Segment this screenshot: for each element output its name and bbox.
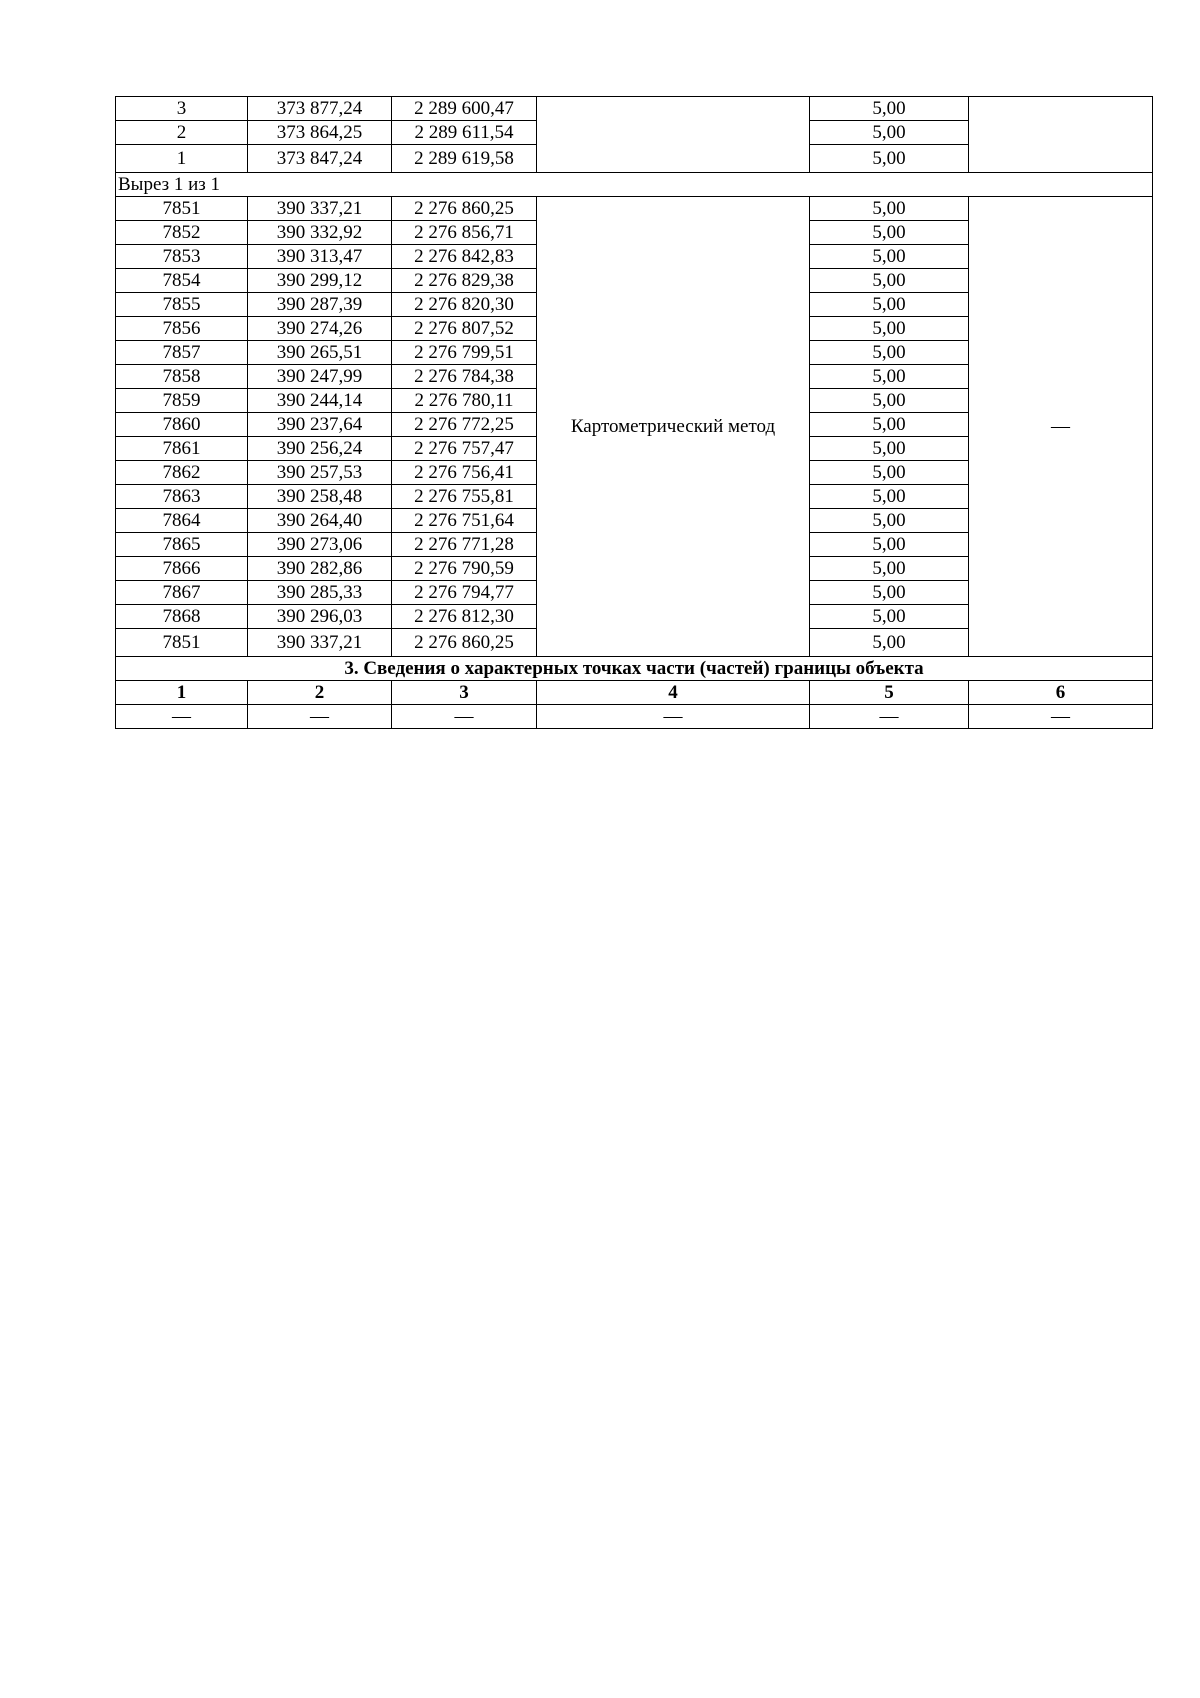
coord-x-cell: 390 244,14 [248,389,392,413]
description-cell-empty [969,97,1153,173]
accuracy-cell: 5,00 [810,413,969,437]
accuracy-cell: 5,00 [810,341,969,365]
coord-y-cell: 2 276 807,52 [392,317,537,341]
coord-y-cell: 2 289 611,54 [392,121,537,145]
coord-y-cell: 2 276 790,59 [392,557,537,581]
dash-cell: — [969,705,1153,729]
point-number-cell: 2 [116,121,248,145]
point-number-cell: 7854 [116,269,248,293]
point-number-cell: 1 [116,145,248,173]
section-title-row [116,657,1153,681]
point-number-cell: 7855 [116,293,248,317]
coord-y-cell: 2 276 856,71 [392,221,537,245]
column-number-cell: 6 [969,681,1153,705]
accuracy-cell: 5,00 [810,389,969,413]
dash-cell: — [116,705,248,729]
coord-x-cell: 390 264,40 [248,509,392,533]
section-title: 3. Сведения о характерных точках части (частей) границы объекта [116,657,1153,681]
method-cell-empty [537,97,810,173]
coord-x-cell: 373 847,24 [248,145,392,173]
coord-x-cell: 390 332,92 [248,221,392,245]
coord-y-cell: 2 276 812,30 [392,605,537,629]
coord-x-cell: 390 274,26 [248,317,392,341]
coord-y-cell: 2 276 784,38 [392,365,537,389]
coord-y-cell: 2 276 755,81 [392,485,537,509]
accuracy-cell: 5,00 [810,221,969,245]
coord-y-cell: 2 276 780,11 [392,389,537,413]
point-number-cell: 7851 [116,197,248,221]
accuracy-cell: 5,00 [810,485,969,509]
accuracy-cell: 5,00 [810,269,969,293]
coord-x-cell: 390 337,21 [248,197,392,221]
coord-y-cell: 2 289 600,47 [392,97,537,121]
empty-data-row [116,705,1153,729]
accuracy-cell: 5,00 [810,245,969,269]
coord-y-cell: 2 276 860,25 [392,197,537,221]
coord-x-cell: 373 864,25 [248,121,392,145]
coord-x-cell: 390 273,06 [248,533,392,557]
coord-x-cell: 390 296,03 [248,605,392,629]
coord-y-cell: 2 276 756,41 [392,461,537,485]
accuracy-cell: 5,00 [810,509,969,533]
coord-y-cell: 2 276 842,83 [392,245,537,269]
column-number-cell: 4 [537,681,810,705]
coord-y-cell: 2 276 860,25 [392,629,537,657]
coord-x-cell: 390 256,24 [248,437,392,461]
point-number-cell: 7853 [116,245,248,269]
coord-y-cell: 2 276 829,38 [392,269,537,293]
dash-cell: — [392,705,537,729]
point-number-cell: 7856 [116,317,248,341]
coord-x-cell: 390 287,39 [248,293,392,317]
dash-cell: — [810,705,969,729]
point-number-cell: 7868 [116,605,248,629]
point-number-cell: 7863 [116,485,248,509]
column-number-cell: 3 [392,681,537,705]
accuracy-cell: 5,00 [810,365,969,389]
table-row [116,197,1153,221]
coord-x-cell: 390 282,86 [248,557,392,581]
coord-x-cell: 390 265,51 [248,341,392,365]
coord-x-cell: 390 313,47 [248,245,392,269]
point-number-cell: 7865 [116,533,248,557]
accuracy-cell: 5,00 [810,121,969,145]
coord-y-cell: 2 276 820,30 [392,293,537,317]
accuracy-cell: 5,00 [810,145,969,173]
accuracy-cell: 5,00 [810,437,969,461]
cutout-label-row [116,173,1153,197]
column-number-cell: 2 [248,681,392,705]
accuracy-cell: 5,00 [810,293,969,317]
coord-x-cell: 390 285,33 [248,581,392,605]
point-number-cell: 7864 [116,509,248,533]
coord-y-cell: 2 276 751,64 [392,509,537,533]
point-number-cell: 7862 [116,461,248,485]
point-number-cell: 7859 [116,389,248,413]
table-body [116,97,1153,729]
point-number-cell: 7867 [116,581,248,605]
accuracy-cell: 5,00 [810,557,969,581]
accuracy-cell: 5,00 [810,197,969,221]
description-cell: — [969,197,1153,657]
coord-x-cell: 390 258,48 [248,485,392,509]
accuracy-cell: 5,00 [810,97,969,121]
coord-y-cell: 2 276 771,28 [392,533,537,557]
point-number-cell: 7851 [116,629,248,657]
coord-y-cell: 2 289 619,58 [392,145,537,173]
point-number-cell: 3 [116,97,248,121]
point-number-cell: 7858 [116,365,248,389]
coord-x-cell: 390 299,12 [248,269,392,293]
accuracy-cell: 5,00 [810,461,969,485]
column-numbers-row [116,681,1153,705]
accuracy-cell: 5,00 [810,581,969,605]
point-number-cell: 7852 [116,221,248,245]
point-number-cell: 7857 [116,341,248,365]
point-number-cell: 7866 [116,557,248,581]
coord-y-cell: 2 276 794,77 [392,581,537,605]
table-row [116,97,1153,121]
coord-x-cell: 390 257,53 [248,461,392,485]
coord-y-cell: 2 276 799,51 [392,341,537,365]
coordinates-table [115,96,1153,729]
dash-cell: — [537,705,810,729]
coord-y-cell: 2 276 757,47 [392,437,537,461]
accuracy-cell: 5,00 [810,533,969,557]
coord-x-cell: 373 877,24 [248,97,392,121]
accuracy-cell: 5,00 [810,605,969,629]
coord-x-cell: 390 237,64 [248,413,392,437]
coord-x-cell: 390 337,21 [248,629,392,657]
coord-y-cell: 2 276 772,25 [392,413,537,437]
accuracy-cell: 5,00 [810,317,969,341]
column-number-cell: 5 [810,681,969,705]
method-cell: Картометрический метод [537,197,810,657]
point-number-cell: 7860 [116,413,248,437]
dash-cell: — [248,705,392,729]
point-number-cell: 7861 [116,437,248,461]
cutout-label: Вырез 1 из 1 [116,173,1153,197]
column-number-cell: 1 [116,681,248,705]
coord-x-cell: 390 247,99 [248,365,392,389]
accuracy-cell: 5,00 [810,629,969,657]
